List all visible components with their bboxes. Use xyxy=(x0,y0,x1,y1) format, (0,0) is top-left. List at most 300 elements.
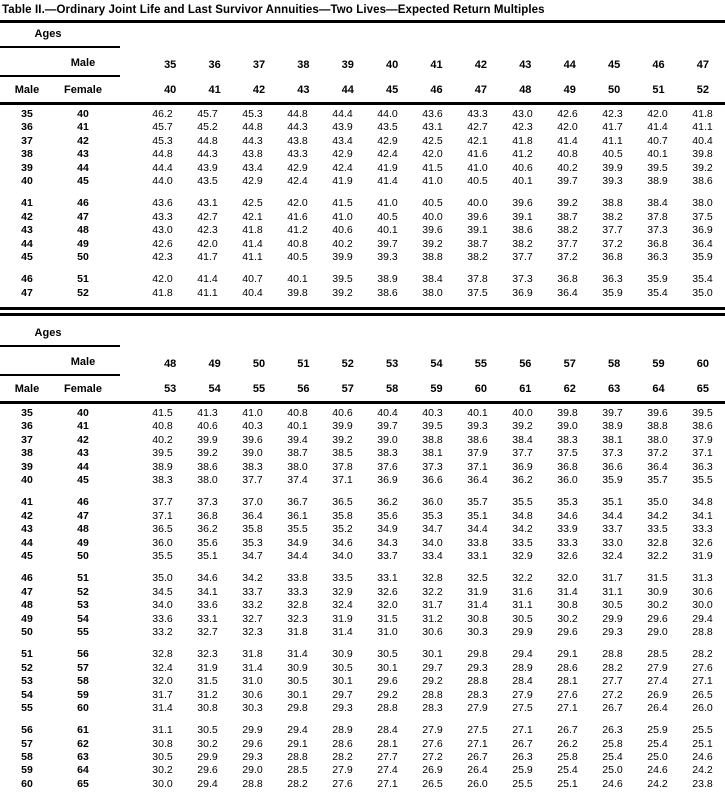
row-values xyxy=(140,626,725,639)
multiple-value-cell: 36.4 xyxy=(647,460,668,473)
multiple-value-cell: 36.8 xyxy=(197,509,218,522)
multiple-value-cell: 38.2 xyxy=(512,237,533,250)
multiple-value-cell: 36.0 xyxy=(152,536,173,549)
multiple-value-cell: 28.1 xyxy=(557,675,578,688)
table-sections xyxy=(0,23,725,791)
multiple-value-cell: 35.5 xyxy=(692,474,713,487)
multiple-value-cell: 41.1 xyxy=(242,250,263,263)
table-row xyxy=(0,474,725,487)
male-age-cell: 47 xyxy=(21,286,33,299)
multiple-value-cell: 40.4 xyxy=(242,286,263,299)
multiple-value-cell: 35.1 xyxy=(467,509,488,522)
female-age-column-header: 47 xyxy=(474,84,488,96)
multiple-value-cell: 38.9 xyxy=(377,273,398,286)
table-row xyxy=(0,523,725,536)
female-age-cell: 51 xyxy=(77,273,89,286)
multiple-value-cell: 38.4 xyxy=(647,197,668,210)
multiple-value-cell: 37.3 xyxy=(647,224,668,237)
multiple-value-cell: 39.5 xyxy=(647,161,668,174)
multiple-value-cell: 37.9 xyxy=(692,433,713,446)
multiple-value-cell: 44.8 xyxy=(197,134,218,147)
male-underline xyxy=(0,48,120,77)
multiple-value-cell: 42.9 xyxy=(377,134,398,147)
multiple-value-cell: 39.3 xyxy=(602,174,623,187)
female-row-header-label: Female xyxy=(64,383,102,396)
multiple-value-cell: 39.2 xyxy=(332,286,353,299)
table-row xyxy=(0,724,725,737)
multiple-value-cell: 36.9 xyxy=(377,474,398,487)
multiple-value-cell: 37.2 xyxy=(602,237,623,250)
multiple-value-cell: 39.7 xyxy=(377,237,398,250)
multiple-value-cell: 32.4 xyxy=(332,599,353,612)
multiple-value-cell: 38.0 xyxy=(197,474,218,487)
multiple-value-cell: 39.5 xyxy=(152,447,173,460)
multiple-value-cell: 43.3 xyxy=(152,210,173,223)
male-age-cell: 56 xyxy=(21,724,33,737)
multiple-value-cell: 43.6 xyxy=(152,197,173,210)
multiple-value-cell: 28.4 xyxy=(512,675,533,688)
multiple-value-cell: 33.0 xyxy=(602,536,623,549)
multiple-value-cell: 42.3 xyxy=(602,108,623,120)
multiple-value-cell: 27.5 xyxy=(467,724,488,737)
multiple-value-cell: 38.3 xyxy=(377,447,398,460)
multiple-value-cell: 35.0 xyxy=(152,572,173,585)
row-values xyxy=(140,121,725,134)
multiple-value-cell: 38.7 xyxy=(287,447,308,460)
male-age-cell: 45 xyxy=(21,549,33,562)
multiple-value-cell: 28.8 xyxy=(422,688,443,701)
multiple-value-cell: 36.5 xyxy=(332,496,353,509)
row-values xyxy=(140,447,725,460)
multiple-value-cell: 35.3 xyxy=(422,509,443,522)
multiple-value-cell: 26.0 xyxy=(467,777,488,790)
multiple-value-cell: 25.4 xyxy=(557,764,578,777)
multiple-value-cell: 38.6 xyxy=(197,460,218,473)
multiple-value-cell: 29.3 xyxy=(242,751,263,764)
row-values xyxy=(140,689,725,702)
multiple-value-cell: 28.8 xyxy=(242,777,263,790)
multiple-value-cell: 41.7 xyxy=(197,250,218,263)
multiple-value-cell: 30.3 xyxy=(467,625,488,638)
multiple-value-cell: 30.9 xyxy=(332,648,353,661)
multiple-value-cell: 38.1 xyxy=(602,433,623,446)
female-age-column-header: 53 xyxy=(164,383,177,396)
multiple-value-cell: 43.9 xyxy=(332,121,353,134)
multiple-value-cell: 31.4 xyxy=(287,648,308,661)
multiple-value-cell: 30.8 xyxy=(557,599,578,612)
multiple-value-cell: 31.9 xyxy=(692,549,713,562)
multiple-value-cell: 39.9 xyxy=(332,420,353,433)
multiple-value-cell: 34.1 xyxy=(692,509,713,522)
multiple-value-cell: 36.7 xyxy=(287,496,308,509)
female-age-column-header: 43 xyxy=(297,84,310,96)
male-age-columns xyxy=(148,59,725,77)
multiple-value-cell: 39.2 xyxy=(332,433,353,446)
multiple-value-cell: 34.4 xyxy=(602,509,623,522)
multiple-value-cell: 36.9 xyxy=(512,286,533,299)
multiple-value-cell: 42.9 xyxy=(287,161,308,174)
multiple-value-cell: 25.4 xyxy=(602,751,623,764)
table-row xyxy=(0,197,725,210)
multiple-value-cell: 43.1 xyxy=(422,121,443,134)
multiple-value-cell: 35.9 xyxy=(602,286,623,299)
multiple-value-cell: 33.2 xyxy=(152,625,173,638)
row-group xyxy=(0,273,725,300)
table-row xyxy=(0,586,725,599)
multiple-value-cell: 29.1 xyxy=(557,648,578,661)
male-age-column-header: 51 xyxy=(297,358,310,371)
multiple-value-cell: 28.5 xyxy=(287,764,308,777)
multiple-value-cell: 30.5 xyxy=(152,751,173,764)
multiple-value-cell: 31.8 xyxy=(242,648,263,661)
multiple-value-cell: 26.7 xyxy=(602,701,623,714)
multiple-value-cell: 41.5 xyxy=(152,407,173,420)
male-age-cell: 48 xyxy=(21,599,33,612)
multiple-value-cell: 43.0 xyxy=(512,108,533,120)
multiple-value-cell: 32.0 xyxy=(377,599,398,612)
multiple-value-cell: 44.3 xyxy=(197,148,218,161)
multiple-value-cell: 34.2 xyxy=(242,572,263,585)
female-age-cell: 41 xyxy=(77,420,89,433)
multiple-value-cell: 36.3 xyxy=(647,250,668,263)
section-divider-rule xyxy=(0,307,725,316)
multiple-value-cell: 38.6 xyxy=(512,224,533,237)
multiple-value-cell: 37.7 xyxy=(602,224,623,237)
multiple-value-cell: 37.1 xyxy=(467,460,488,473)
multiple-value-cell: 35.6 xyxy=(377,509,398,522)
multiple-value-cell: 42.4 xyxy=(377,148,398,161)
female-age-cell: 53 xyxy=(77,599,89,612)
multiple-value-cell: 45.7 xyxy=(197,108,218,120)
multiple-value-cell: 31.2 xyxy=(422,612,443,625)
multiple-value-cell: 30.8 xyxy=(197,701,218,714)
multiple-value-cell: 29.6 xyxy=(197,764,218,777)
male-age-column-header: 47 xyxy=(696,59,709,71)
row-group xyxy=(0,496,725,563)
multiple-value-cell: 30.9 xyxy=(647,585,668,598)
male-age-column-header: 39 xyxy=(341,59,354,71)
multiple-value-cell: 33.4 xyxy=(422,549,443,562)
multiple-value-cell: 41.9 xyxy=(377,161,398,174)
multiple-value-cell: 40.4 xyxy=(692,134,713,147)
multiple-value-cell: 28.6 xyxy=(557,661,578,674)
male-age-column-header: 56 xyxy=(519,358,532,371)
multiple-value-cell: 32.8 xyxy=(152,648,173,661)
multiple-value-cell: 35.1 xyxy=(197,549,218,562)
male-age-column-header: 60 xyxy=(696,358,709,371)
multiple-value-cell: 37.7 xyxy=(557,237,578,250)
male-age-cell: 41 xyxy=(21,496,33,509)
multiple-value-cell: 42.0 xyxy=(197,237,218,250)
multiple-value-cell: 29.4 xyxy=(692,612,713,625)
female-age-columns xyxy=(148,84,725,102)
multiple-value-cell: 41.8 xyxy=(152,286,173,299)
multiple-value-cell: 40.2 xyxy=(557,161,578,174)
multiple-value-cell: 27.9 xyxy=(647,661,668,674)
multiple-value-cell: 24.2 xyxy=(647,777,668,790)
table-row xyxy=(0,537,725,550)
multiple-value-cell: 40.0 xyxy=(467,197,488,210)
female-age-column-header: 64 xyxy=(652,383,665,396)
multiple-value-cell: 36.9 xyxy=(692,224,713,237)
multiple-value-cell: 30.1 xyxy=(287,688,308,701)
multiple-value-cell: 40.7 xyxy=(647,134,668,147)
multiple-value-cell: 42.0 xyxy=(647,108,668,120)
multiple-value-cell: 26.2 xyxy=(557,737,578,750)
multiple-value-cell: 32.2 xyxy=(647,549,668,562)
multiple-value-cell: 36.8 xyxy=(557,460,578,473)
multiple-value-cell: 32.0 xyxy=(557,572,578,585)
multiple-value-cell: 41.1 xyxy=(197,286,218,299)
table-row xyxy=(0,738,725,751)
multiple-value-cell: 30.6 xyxy=(692,585,713,598)
multiple-value-cell: 37.1 xyxy=(152,509,173,522)
multiple-value-cell: 39.9 xyxy=(332,250,353,263)
multiple-value-cell: 38.2 xyxy=(467,250,488,263)
male-age-cell: 60 xyxy=(21,777,33,790)
female-age-cell: 60 xyxy=(77,701,89,714)
multiple-value-cell: 31.7 xyxy=(422,599,443,612)
multiple-value-cell: 29.2 xyxy=(422,675,443,688)
female-age-cell: 62 xyxy=(77,737,89,750)
multiple-value-cell: 29.6 xyxy=(377,675,398,688)
male-age-cell: 44 xyxy=(21,536,33,549)
table-row xyxy=(0,211,725,224)
male-age-cell: 35 xyxy=(21,108,33,120)
male-age-column-header: 59 xyxy=(652,358,665,371)
multiple-value-cell: 39.2 xyxy=(197,447,218,460)
multiple-value-cell: 37.1 xyxy=(332,474,353,487)
table-row xyxy=(0,121,725,134)
ages-underline xyxy=(0,322,120,347)
multiple-value-cell: 42.1 xyxy=(242,210,263,223)
multiple-value-cell: 26.5 xyxy=(692,688,713,701)
multiple-value-cell: 29.3 xyxy=(467,661,488,674)
female-age-column-header: 46 xyxy=(430,84,443,96)
multiple-value-cell: 27.1 xyxy=(692,675,713,688)
multiple-value-cell: 39.2 xyxy=(422,237,443,250)
multiple-value-cell: 29.2 xyxy=(377,688,398,701)
row-values xyxy=(140,738,725,751)
female-age-column-header: 50 xyxy=(607,84,621,96)
male-age-cell: 37 xyxy=(21,433,33,446)
multiple-value-cell: 27.7 xyxy=(602,675,623,688)
multiple-value-cell: 41.0 xyxy=(467,161,488,174)
multiple-value-cell: 37.7 xyxy=(242,474,263,487)
row-values xyxy=(140,162,725,175)
row-values xyxy=(140,135,725,148)
row-group xyxy=(0,407,725,487)
multiple-value-cell: 28.1 xyxy=(377,737,398,750)
multiple-value-cell: 29.6 xyxy=(242,737,263,750)
multiple-value-cell: 39.7 xyxy=(377,420,398,433)
multiple-value-cell: 23.8 xyxy=(692,777,713,790)
multiple-value-cell: 42.6 xyxy=(152,237,173,250)
multiple-value-cell: 40.2 xyxy=(152,433,173,446)
multiple-value-cell: 26.5 xyxy=(422,777,443,790)
multiple-value-cell: 33.2 xyxy=(242,599,263,612)
multiple-value-cell: 30.5 xyxy=(332,661,353,674)
multiple-value-cell: 38.7 xyxy=(467,237,488,250)
multiple-value-cell: 37.2 xyxy=(557,250,578,263)
multiple-value-cell: 44.3 xyxy=(287,121,308,134)
multiple-value-cell: 26.3 xyxy=(512,751,533,764)
multiple-value-cell: 29.4 xyxy=(512,648,533,661)
multiple-value-cell: 36.8 xyxy=(602,250,623,263)
multiple-value-cell: 25.1 xyxy=(557,777,578,790)
multiple-value-cell: 40.6 xyxy=(332,407,353,420)
multiple-value-cell: 27.2 xyxy=(422,751,443,764)
female-age-cell: 65 xyxy=(77,777,89,790)
multiple-value-cell: 27.5 xyxy=(512,701,533,714)
multiple-value-cell: 39.5 xyxy=(422,420,443,433)
multiple-value-cell: 26.9 xyxy=(647,688,668,701)
multiple-value-cell: 34.4 xyxy=(287,549,308,562)
female-age-cell: 59 xyxy=(77,688,89,701)
multiple-value-cell: 36.2 xyxy=(197,523,218,536)
multiple-value-cell: 32.9 xyxy=(332,585,353,598)
multiple-value-cell: 34.6 xyxy=(557,509,578,522)
multiple-value-cell: 40.5 xyxy=(377,210,398,223)
multiple-value-cell: 42.3 xyxy=(152,250,173,263)
female-age-columns xyxy=(148,383,725,401)
multiple-value-cell: 34.2 xyxy=(647,509,668,522)
multiple-value-cell: 31.6 xyxy=(512,585,533,598)
multiple-value-cell: 31.9 xyxy=(197,661,218,674)
female-age-cell: 43 xyxy=(77,148,89,161)
row-values xyxy=(140,420,725,433)
female-age-cell: 45 xyxy=(77,174,89,187)
row-values xyxy=(140,675,725,688)
multiple-value-cell: 40.5 xyxy=(287,250,308,263)
multiple-value-cell: 32.5 xyxy=(467,572,488,585)
multiple-value-cell: 27.9 xyxy=(512,688,533,701)
multiple-value-cell: 38.9 xyxy=(602,420,623,433)
table-row xyxy=(0,572,725,585)
table-row xyxy=(0,510,725,523)
multiple-value-cell: 36.8 xyxy=(557,273,578,286)
multiple-value-cell: 36.0 xyxy=(422,496,443,509)
multiple-value-cell: 31.5 xyxy=(377,612,398,625)
multiple-value-cell: 37.7 xyxy=(512,250,533,263)
multiple-value-cell: 41.4 xyxy=(242,237,263,250)
multiple-value-cell: 37.3 xyxy=(197,496,218,509)
multiple-value-cell: 36.3 xyxy=(692,460,713,473)
multiple-value-cell: 33.6 xyxy=(152,612,173,625)
table-row xyxy=(0,702,725,715)
multiple-value-cell: 25.5 xyxy=(512,777,533,790)
male-age-column-header: 36 xyxy=(208,59,221,71)
table-row xyxy=(0,613,725,626)
multiple-value-cell: 32.9 xyxy=(512,549,533,562)
multiple-value-cell: 42.0 xyxy=(422,148,443,161)
male-age-cell: 52 xyxy=(21,661,33,674)
multiple-value-cell: 43.8 xyxy=(287,134,308,147)
multiple-value-cell: 36.8 xyxy=(647,237,668,250)
male-age-cell: 36 xyxy=(21,420,33,433)
multiple-value-cell: 29.4 xyxy=(287,724,308,737)
row-values xyxy=(140,648,725,661)
multiple-value-cell: 39.6 xyxy=(512,197,533,210)
row-values xyxy=(140,108,725,121)
multiple-value-cell: 42.9 xyxy=(242,174,263,187)
female-age-cell: 50 xyxy=(77,250,89,263)
row-values xyxy=(140,251,725,264)
multiple-value-cell: 38.0 xyxy=(647,433,668,446)
row-group xyxy=(0,572,725,639)
multiple-value-cell: 40.1 xyxy=(287,420,308,433)
multiple-value-cell: 33.1 xyxy=(467,549,488,562)
multiple-value-cell: 29.9 xyxy=(602,612,623,625)
multiple-value-cell: 41.5 xyxy=(332,197,353,210)
multiple-value-cell: 31.7 xyxy=(602,572,623,585)
table-row xyxy=(0,550,725,563)
multiple-value-cell: 41.4 xyxy=(557,134,578,147)
multiple-value-cell: 39.8 xyxy=(692,148,713,161)
multiple-value-cell: 26.7 xyxy=(557,724,578,737)
female-age-column-header: 45 xyxy=(386,84,399,96)
row-groups xyxy=(0,404,725,791)
multiple-value-cell: 31.0 xyxy=(377,625,398,638)
multiple-value-cell: 32.6 xyxy=(377,585,398,598)
table-row xyxy=(0,224,725,237)
male-age-column-header: 38 xyxy=(297,59,310,71)
multiple-value-cell: 33.5 xyxy=(647,523,668,536)
multiple-value-cell: 39.4 xyxy=(287,433,308,446)
row-group xyxy=(0,648,725,715)
multiple-value-cell: 32.6 xyxy=(557,549,578,562)
female-age-column-header: 65 xyxy=(696,383,709,396)
multiple-value-cell: 37.6 xyxy=(377,460,398,473)
male-age-column-header: 58 xyxy=(607,358,621,371)
table-row xyxy=(0,675,725,688)
multiple-value-cell: 30.2 xyxy=(152,764,173,777)
multiple-value-cell: 35.9 xyxy=(602,474,623,487)
multiple-value-cell: 43.3 xyxy=(287,148,308,161)
multiple-value-cell: 39.6 xyxy=(422,224,443,237)
male-age-cell: 39 xyxy=(21,460,33,473)
multiple-value-cell: 38.9 xyxy=(152,460,173,473)
multiple-value-cell: 25.0 xyxy=(602,764,623,777)
female-age-cell: 52 xyxy=(77,286,89,299)
multiple-value-cell: 30.1 xyxy=(422,648,443,661)
multiple-value-cell: 39.5 xyxy=(692,407,713,420)
multiple-value-cell: 31.2 xyxy=(197,688,218,701)
multiple-value-cell: 31.3 xyxy=(692,572,713,585)
multiple-value-cell: 39.2 xyxy=(512,420,533,433)
multiple-value-cell: 34.0 xyxy=(332,549,353,562)
female-age-column-header: 54 xyxy=(208,383,221,396)
female-age-cell: 58 xyxy=(77,675,89,688)
multiple-value-cell: 38.8 xyxy=(422,433,443,446)
multiple-value-cell: 30.1 xyxy=(377,661,398,674)
male-age-column-header: 44 xyxy=(563,59,576,71)
female-age-cell: 55 xyxy=(77,625,89,638)
female-age-column-header: 44 xyxy=(341,84,354,96)
multiple-value-cell: 32.6 xyxy=(692,536,713,549)
male-age-column-header: 40 xyxy=(386,59,399,71)
multiple-value-cell: 29.9 xyxy=(197,751,218,764)
table-row xyxy=(0,434,725,447)
multiple-value-cell: 30.5 xyxy=(377,648,398,661)
female-age-column-header: 58 xyxy=(386,383,399,396)
male-age-cell: 49 xyxy=(21,612,33,625)
male-age-cell: 59 xyxy=(21,764,33,777)
row-values xyxy=(140,523,725,536)
multiple-value-cell: 30.5 xyxy=(602,599,623,612)
male-age-columns xyxy=(148,358,725,376)
multiple-value-cell: 28.6 xyxy=(332,737,353,750)
